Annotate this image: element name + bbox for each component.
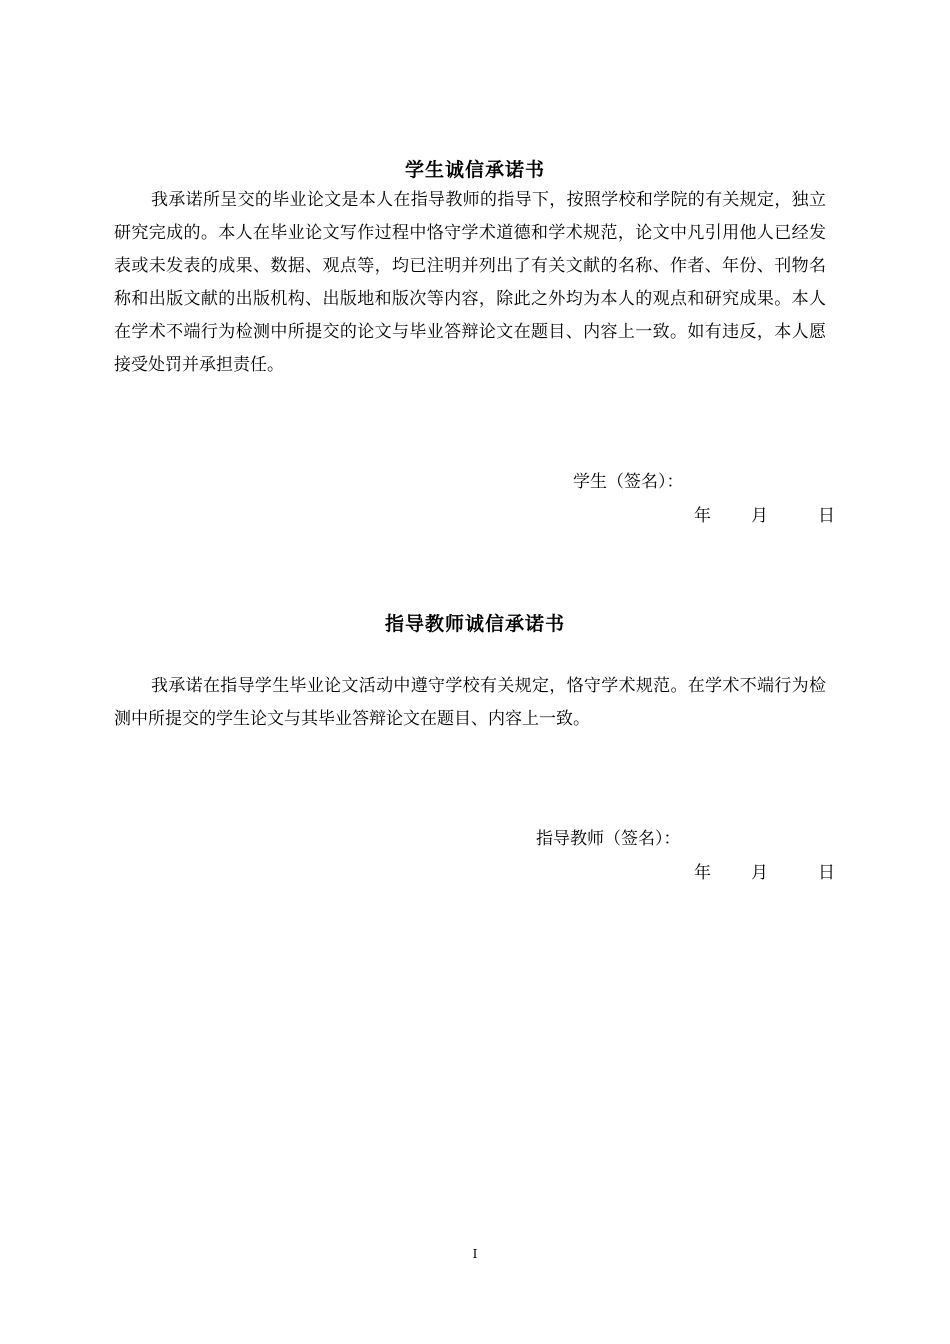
advisor-signature-label: 指导教师（签名）： [536,829,681,849]
page-number: I [472,1247,478,1261]
advisor-date-month: 月 [751,863,768,883]
advisor-pledge-body: 我承诺在指导学生毕业论文活动中遵守学校有关规定，恪守学术规范。在学术不端行为检测中所提交的学生论文与其毕业答辩论文在题目、内容上一致。 [114,676,826,729]
student-date-line [694,501,836,527]
student-pledge-title: 学生诚信承诺书 [404,159,545,181]
student-signature-label: 学生（签名）： [573,472,684,492]
advisor-date-day: 日 [818,863,835,883]
student-date-year: 年 [694,506,711,526]
student-pledge-body: 我承诺所呈交的毕业论文是本人在指导教师的指导下，按照学校和学院的有关规定，独立研究完成的。本人在毕业论文写作过程中恪守学术道德和学术规范，论文中凡引用他人已经发表或未发表的成果、数据、观点等，均已注明并列出了有关文献的名称、作者、年份、刊物名称和出版文献的出版机构、出版地和版次等内容，除此之外均为本人的观点和研究成果。本人在学术不端行为检测中所提交的论文与毕业答辩论文在题目、内容上一致。如有违反，本人愿接受处罚并承担责任。 [114,190,826,375]
advisor-pledge-title: 指导教师诚信承诺书 [384,613,565,635]
advisor-date-year: 年 [694,863,711,883]
student-date-month: 月 [751,506,768,526]
advisor-date-line [694,858,836,884]
student-date-day: 日 [818,506,835,526]
